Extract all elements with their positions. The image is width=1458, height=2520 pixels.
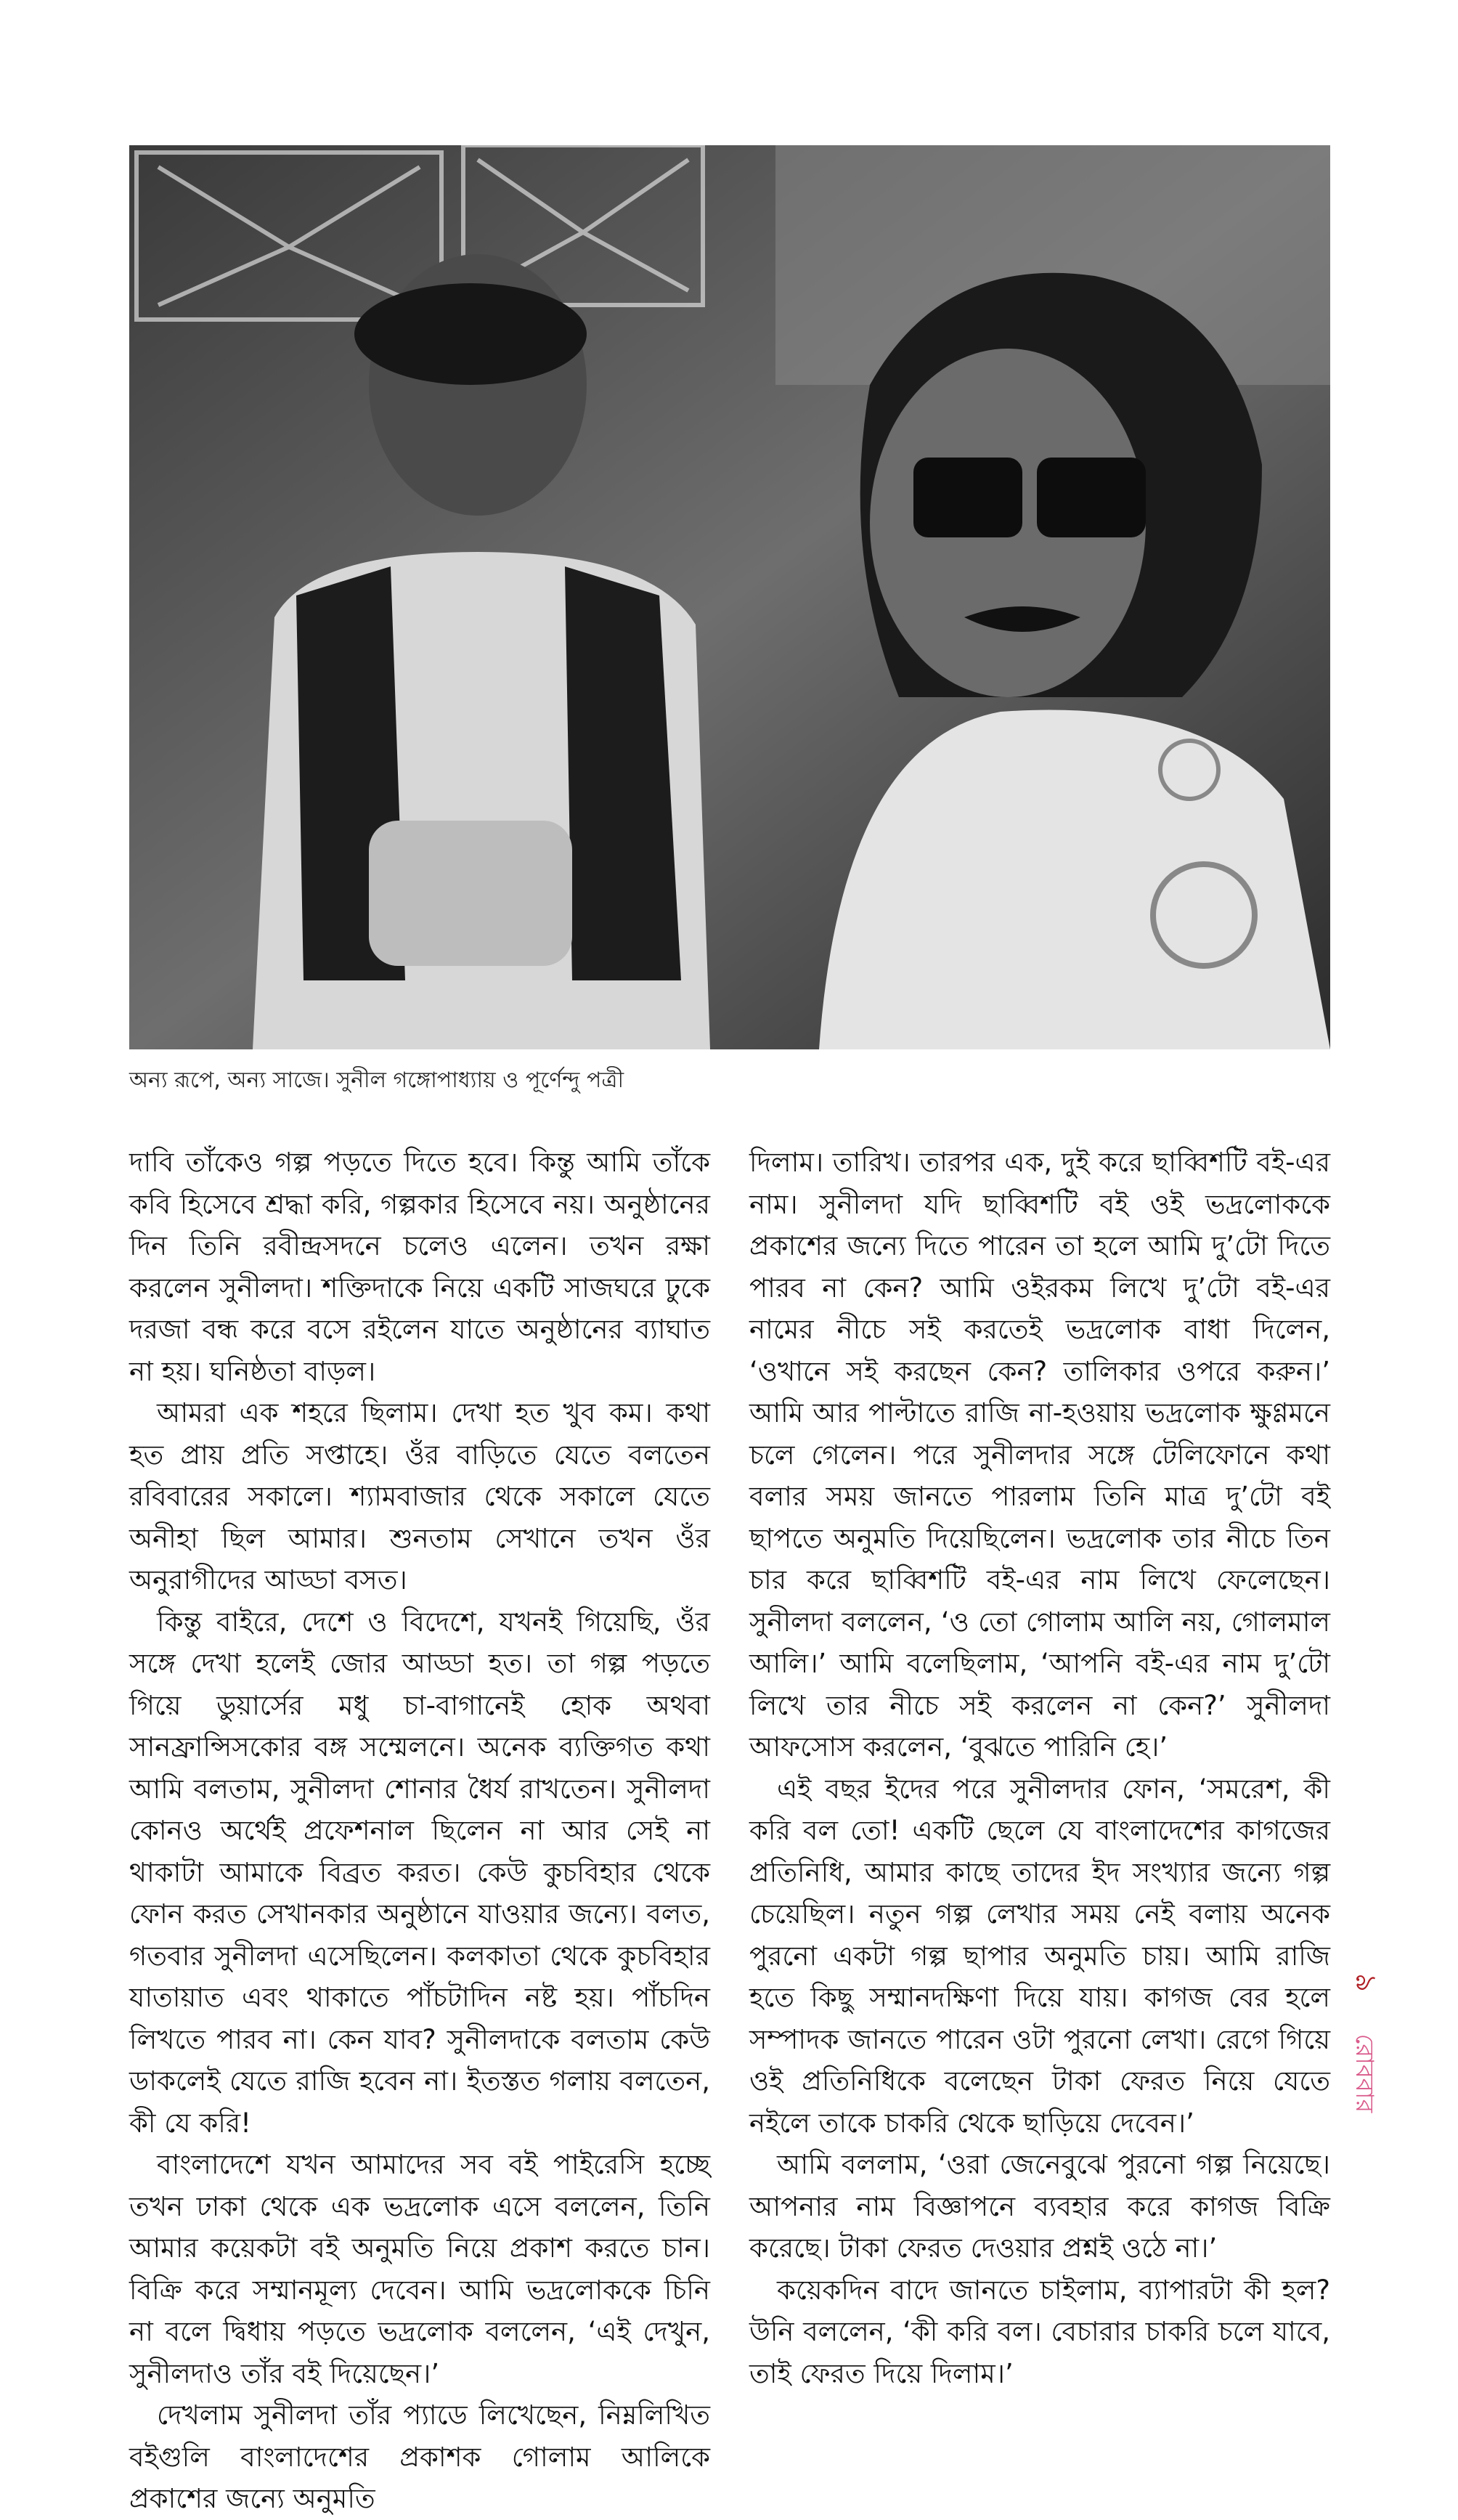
paragraph: আমরা এক শহরে ছিলাম। দেখা হত খুব কম। কথা হত প্রায় প্রতি সপ্তাহে। ওঁর বাড়িতে যেতে বলতেন রবিবারের সকালে। শ্যামবাজার থেকে সকালে যেতে অনীহা ছিল আমার। শুনতাম সেখানে তখন ওঁর অনুরাগীদের আড্ডা বসত। [129,1397,710,1596]
page-folio [1343,1961,1409,2179]
right-column [749,1142,1330,2394]
magazine-name: রোববার [1350,2033,1379,2113]
paragraph: দেখলাম সুনীলদা তাঁর প্যাডে লিখেছেন, নিম্নলিখিত বইগুলি বাংলাদেশের প্রকাশক গোলাম আলিকে প্রকাশের জন্যে অনুমতি [129,2399,710,2514]
article-photo [129,145,1330,1049]
paragraph: আমি বললাম, ‘ওরা জেনেবুঝে পুরনো গল্প নিয়েছে। আপনার নাম বিজ্ঞাপনে ব্যবহার করে কাগজ বিক্রি করেছে। টাকা ফেরত দেওয়ার প্রশ্নই ওঠে না।’ [749,2149,1330,2264]
paragraph: কিন্তু বাইরে, দেশে ও বিদেশে, যখনই গিয়েছি, ওঁর সঙ্গে দেখা হলেই জোর আড্ডা হত। তা গল্প পড়তে গিয়ে ডুয়ার্সের মধু চা-বাগানেই হোক অথবা সানফ্রান্সিসকোর বঙ্গ সম্মেলনে। অনেক ব্যক্তিগত কথা আমি বলতাম, সুনীলদা শোনার ধৈর্য রাখতেন। সুনীলদা কোনও অর্থেই প্রফেশনাল ছিলেন না আর সেই না থাকাটা আমাকে বিব্রত করত। কেউ কুচবিহার থেকে ফোন করত সেখানকার অনুষ্ঠানে যাওয়ার জন্যে। বলত, গতবার সুনীলদা এসেছিলেন। কলকাতা থেকে কুচবিহার যাতায়াত এবং থাকাতে পাঁচটাদিন নষ্ট হয়। পাঁচদিন লিখতে পারব না। কেন যাব? সুনীলদাকে বলতাম কেউ ডাকলেই যেতে রাজি হবেন না। ইতস্তত গলায় বলতেন, কী যে করি! [129,1606,710,2139]
left-column [129,1142,710,2520]
page-number: ৯ [1349,1973,1383,1992]
paragraph: দিলাম। তারিখ। তারপর এক, দুই করে ছাব্বিশটি বই-এর নাম। সুনীলদা যদি ছাব্বিশটি বই ওই ভদ্রলোককে প্রকাশের জন্যে দিতে পারেন তা হলে আমি দু’টো দিতে পারব না কেন? আমি ওইরকম লিখে দু’টো বই-এর নামের নীচে সই করতেই ভদ্রলোক বাধা দিলেন, ‘ওখানে সই করছেন কেন? তালিকার ওপরে করুন।’ আমি আর পাল্টাতে রাজি না-হওয়ায় ভদ্রলোক ক্ষুণ্ণমনে চলে গেলেন। পরে সুনীলদার সঙ্গে টেলিফোনে কথা বলার সময় জানতে পারলাম তিনি মাত্র দু’টো বই ছাপতে অনুমতি দিয়েছিলেন। ভদ্রলোক তার নীচে তিন চার করে ছাব্বিশটি বই-এর নাম লিখে ফেলেছেন। সুনীলদা বললেন, ‘ও তো গোলাম আলি নয়, গোলমাল আলি।’ আমি বলেছিলাম, ‘আপনি বই-এর নাম দু’টো লিখে তার নীচে সই করলেন না কেন?’ সুনীলদা আফসোস করলেন, ‘বুঝতে পারিনি হে।’ [749,1147,1330,1763]
paragraph: দাবি তাঁকেও গল্প পড়তে দিতে হবে। কিন্তু আমি তাঁকে কবি হিসেবে শ্রদ্ধা করি, গল্পকার হিসেবে নয়। অনুষ্ঠানের দিন তিনি রবীন্দ্রসদনে চলেও এলেন। তখন রক্ষা করলেন সুনীলদা। শক্তিদাকে নিয়ে একটি সাজঘরে ঢুকে দরজা বন্ধ করে বসে রইলেন যাতে অনুষ্ঠানের ব্যাঘাত না হয়। ঘনিষ্ঠতা বাড়ল। [129,1147,710,1387]
paragraph: এই বছর ইদের পরে সুনীলদার ফোন, ‘সমরেশ, কী করি বল তো! একটি ছেলে যে বাংলাদেশের কাগজের প্রতিনিধি, আমার কাছে তাদের ইদ সংখ্যার জন্যে গল্প চেয়েছিল। নতুন গল্প লেখার সময় নেই বলায় অনেক পুরনো একটা গল্প ছাপার অনুমতি চায়। আমি রাজি হতে কিছু সম্মানদক্ষিণা দিয়ে যায়। কাগজ বের হলে সম্পাদক জানতে পারেন ওটা পুরনো লেখা। রেগে গিয়ে ওই প্রতিনিধিকে বলেছেন টাকা ফেরত নিয়ে যেতে নইলে তাকে চাকরি থেকে ছাড়িয়ে দেবেন।’ [749,1773,1330,2139]
photo-illustration [129,145,1330,1049]
paragraph: কয়েকদিন বাদে জানতে চাইলাম, ব্যাপারটা কী হল? উনি বললেন, ‘কী করি বল। বেচারার চাকরি চলে যাবে, তাই ফেরত দিয়ে দিলাম।’ [749,2274,1330,2389]
photo-caption: অন্য রূপে, অন্য সাজে। সুনীল গঙ্গোপাধ্যায় ও পূর্ণেন্দু পত্রী [129,1068,624,1093]
paragraph: বাংলাদেশে যখন আমাদের সব বই পাইরেসি হচ্ছে তখন ঢাকা থেকে এক ভদ্রলোক এসে বললেন, তিনি আমার কয়েকটা বই অনুমতি নিয়ে প্রকাশ করতে চান। বিক্রি করে সম্মানমূল্য দেবেন। আমি ভদ্রলোককে চিনি না বলে দ্বিধায় পড়তে ভদ্রলোক বললেন, ‘এই দেখুন, সুনীলদাও তাঁর বই দিয়েছেন।’ [129,2149,710,2389]
